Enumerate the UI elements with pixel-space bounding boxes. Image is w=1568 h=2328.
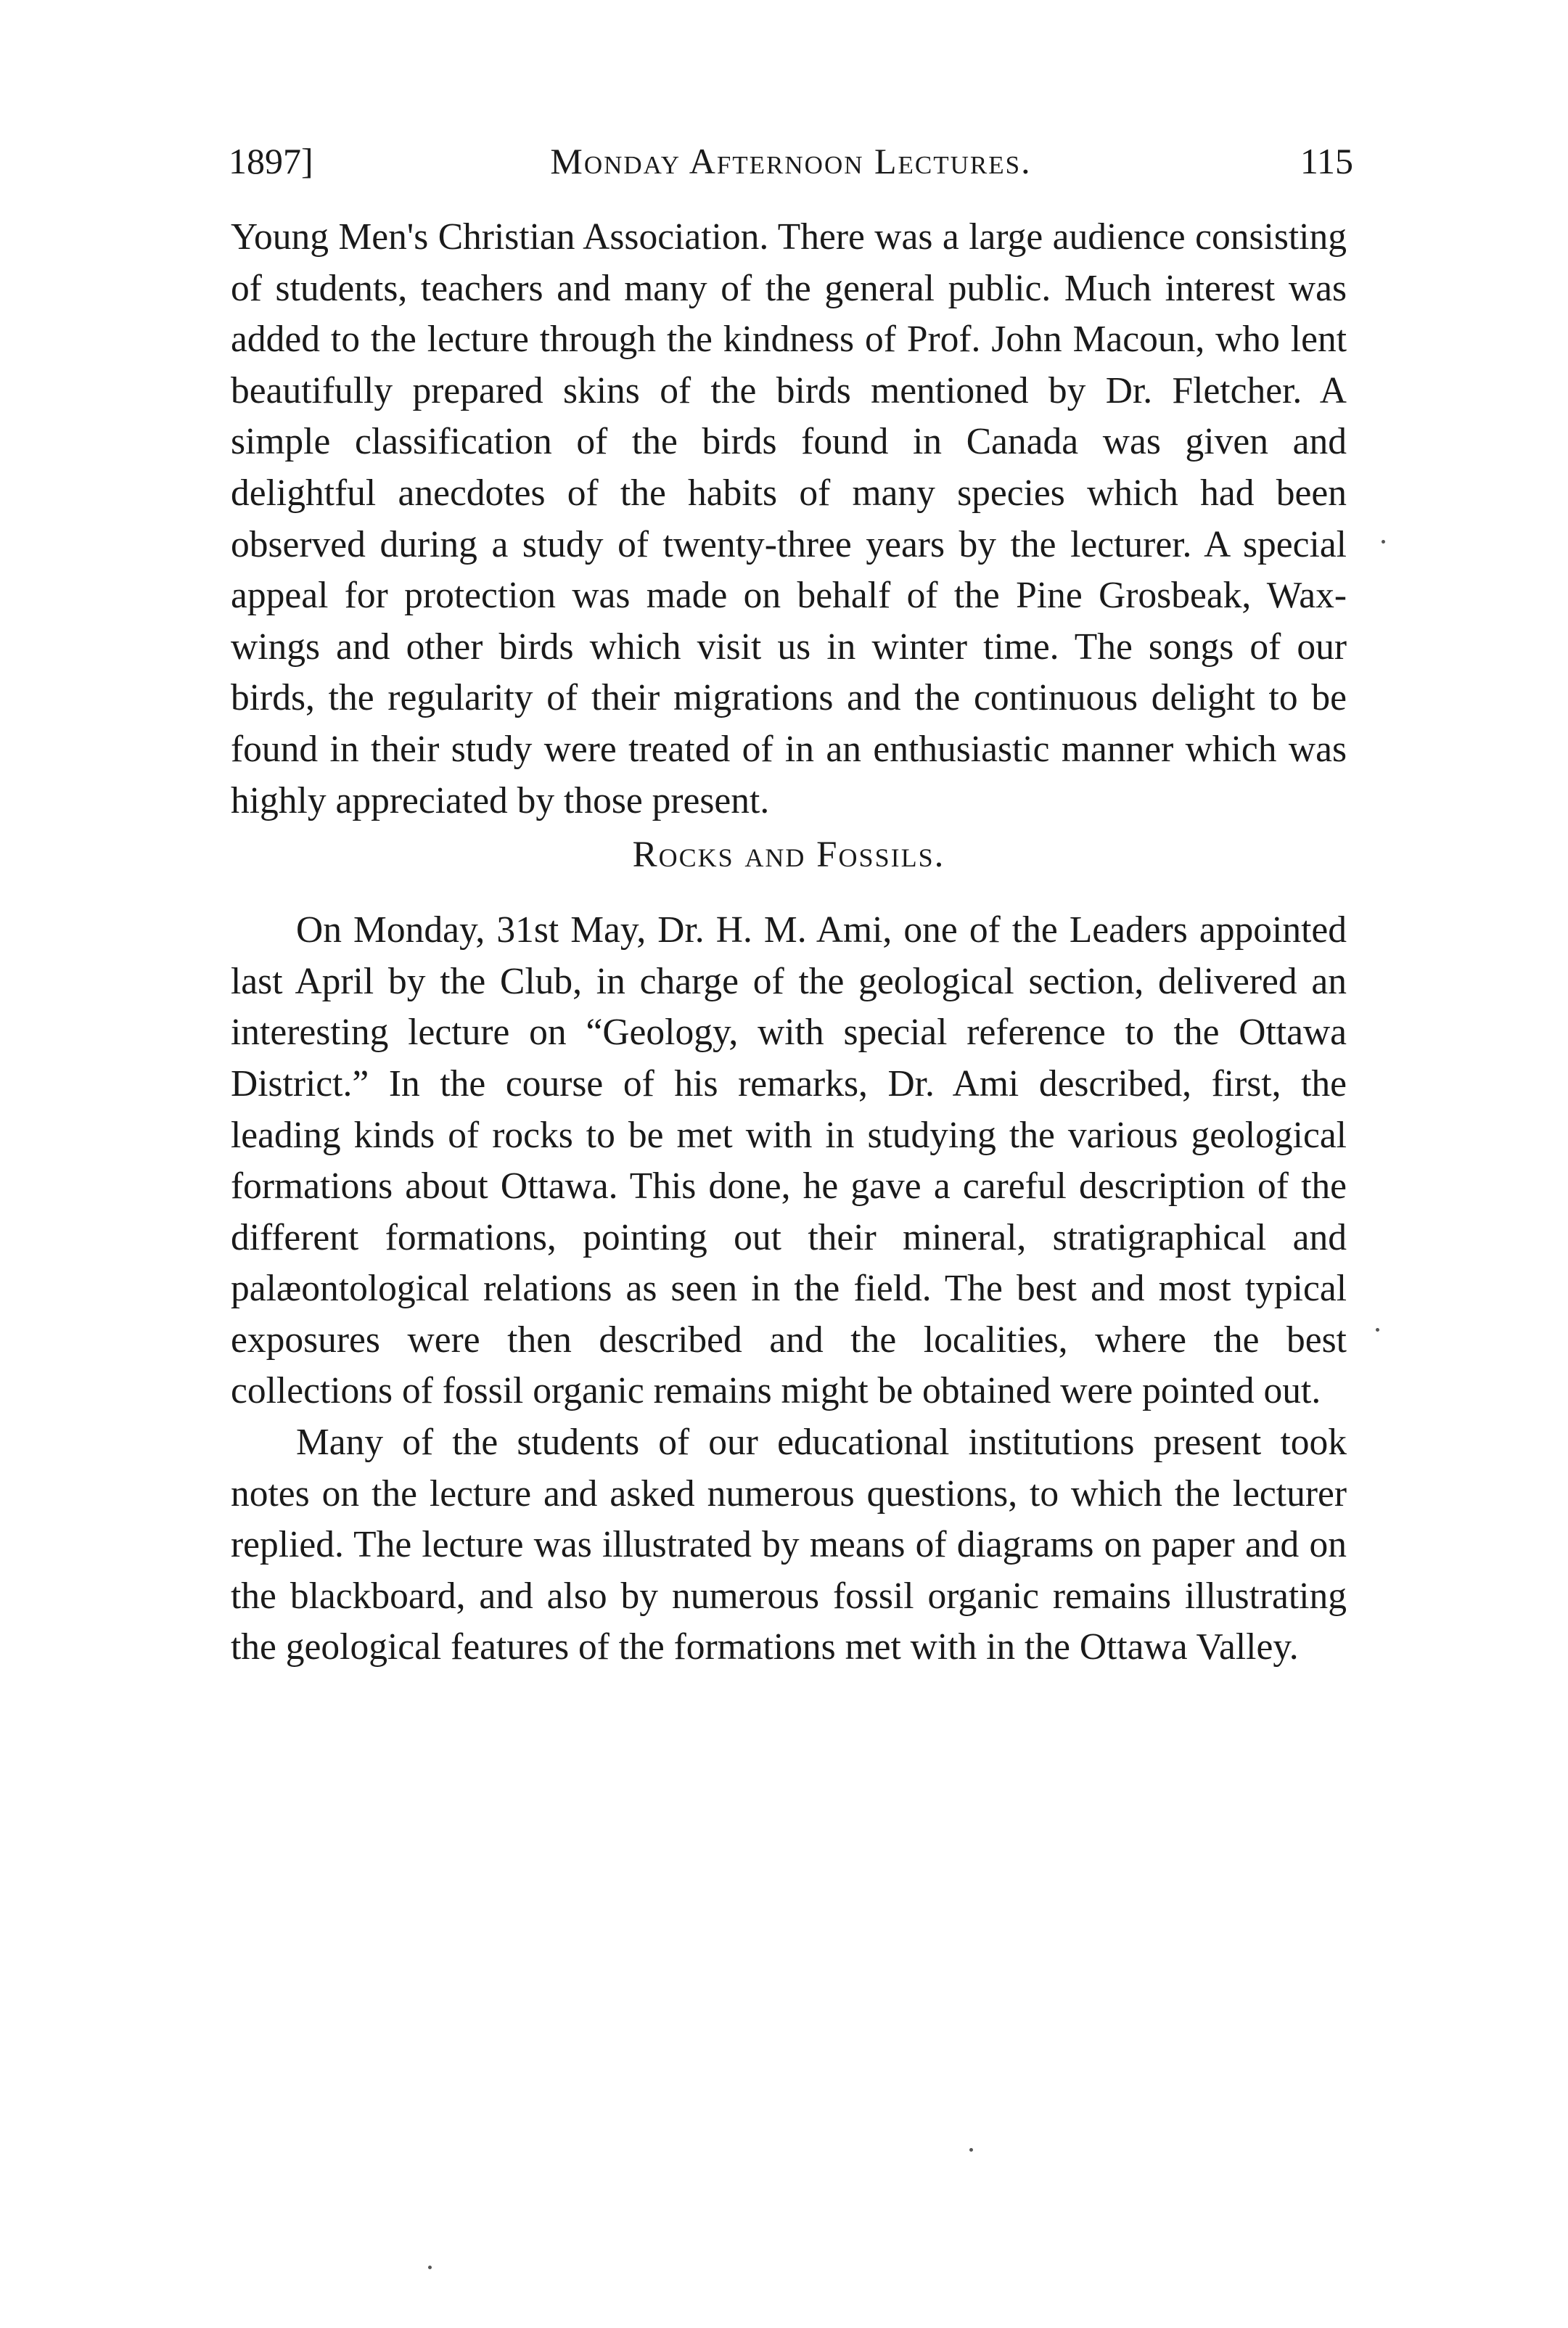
paragraph-continuation: Young Men's Christian Association. There was a large audience consisting of students, teachers and many of the general public. Much interest was added to the lecture through the kindness of Prof. John Macoun, who lent beautifully prepared skins of the birds mentioned by Dr. Fletcher. A simple classification of the birds found in Canada was given and delightful anecdotes of the habits of many species which had been observed during a study of twenty-three years by the lecturer. A special appeal for protection was made on behalf of the Pine Grosbeak, Wax-wings and other birds which visit us in winter time. The songs of our birds, the regularity of their migrations and the continuous delight to be found in their study were treated of in an enthusiastic manner which was highly appreciated by those present. — [231, 216, 1347, 821]
page-number: 115 — [1300, 141, 1353, 181]
running-head-title: Monday Afternoon Lectures. — [550, 141, 1032, 181]
paragraph-students: Many of the students of our educational institutions present took notes on the lecture and asked numerous questions, to which the lecturer replied. The lecture was illustrated by means of diagrams on paper and on the blackboard, and also by numerous fossil organic remains illustrating the geological features of the formations met with in the Ottawa Valley. — [231, 1422, 1347, 1668]
body-text — [231, 212, 1347, 1673]
section-heading: Rocks and Fossils. — [632, 835, 945, 876]
print-speck — [1382, 540, 1385, 544]
print-speck — [969, 2148, 973, 2152]
print-speck — [428, 2266, 432, 2269]
paragraph-geology-lecture: On Monday, 31st May, Dr. H. M. Ami, one of the Leaders appointed last April by the Club, in charge of the geological section, delivered an interesting lecture on “Geology, with special reference to the Ottawa District.” In the course of his remarks, Dr. Ami described, first, the leading kinds of rocks to be met with in studying the various geological formations about Ottawa. This done, he gave a careful description of the different formations, pointing out their mineral, stratigraphical and palæontological relations as seen in the field. The best and most typical exposures were then described and the localities, where the best collections of fossil organic remains might be obtained were pointed out. — [231, 909, 1347, 1412]
running-head — [229, 132, 1353, 190]
running-head-year: 1897] — [229, 141, 313, 181]
print-speck — [1376, 1328, 1379, 1332]
